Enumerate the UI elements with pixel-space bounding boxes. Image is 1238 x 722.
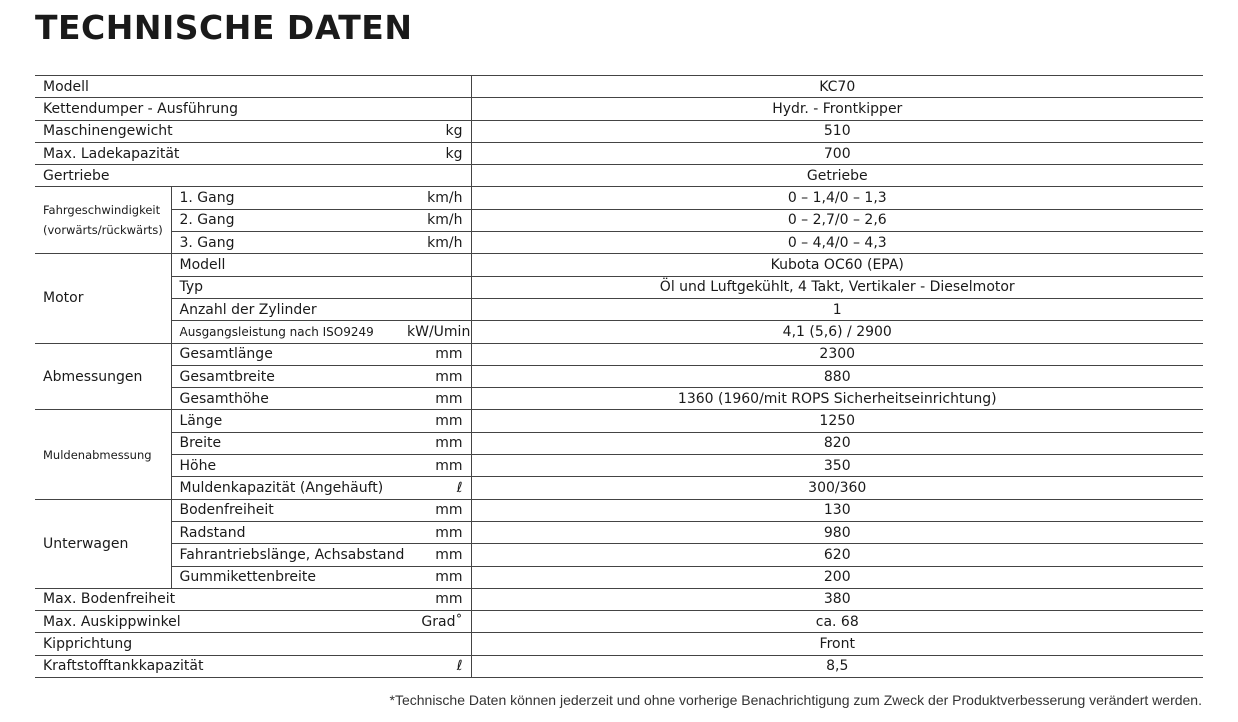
table-row [35, 98, 1203, 120]
row-value: 980 [471, 521, 1203, 543]
row-label: Maschinengewicht [35, 120, 399, 142]
group-label-abmessungen: Abmessungen [35, 343, 171, 410]
table-row [35, 142, 1203, 164]
row-label: Ausgangsleistung nach ISO9249 [171, 321, 399, 343]
row-value: 700 [471, 142, 1203, 164]
row-unit: mm [399, 566, 471, 588]
table-row [35, 365, 1203, 387]
row-value: Kubota OC60 (EPA) [471, 254, 1203, 276]
row-value: 300/360 [471, 477, 1203, 499]
row-label: 1. Gang [171, 187, 399, 209]
row-label: Anzahl der Zylinder [171, 298, 399, 320]
table-row [35, 566, 1203, 588]
row-label: 3. Gang [171, 232, 399, 254]
row-value: 820 [471, 432, 1203, 454]
row-label: Bodenfreiheit [171, 499, 399, 521]
row-unit: mm [399, 365, 471, 387]
row-unit [399, 76, 471, 98]
table-row [35, 120, 1203, 142]
row-label: Gummikettenbreite [171, 566, 399, 588]
row-label: Muldenkapazität (Angehäuft) [171, 477, 399, 499]
row-label: Gesamthöhe [171, 388, 399, 410]
row-label: Höhe [171, 455, 399, 477]
row-value: 620 [471, 544, 1203, 566]
row-unit: ℓ [399, 477, 471, 499]
group-label-unterwagen: Unterwagen [35, 499, 171, 588]
row-value: Front [471, 633, 1203, 655]
table-row [35, 321, 1203, 343]
row-value: 8,5 [471, 655, 1203, 677]
group-label-motor: Motor [35, 254, 171, 343]
footnote: *Technische Daten können jederzeit und ohne vorherige Benachrichtigung zum Zweck der Produktverbesserung verändert werden. [389, 692, 1202, 708]
table-row [35, 76, 1203, 98]
row-value: Getriebe [471, 165, 1203, 187]
row-unit: ℓ [399, 655, 471, 677]
table-row [35, 276, 1203, 298]
row-unit: mm [399, 521, 471, 543]
row-value: 0 – 4,4/0 – 4,3 [471, 232, 1203, 254]
row-value: ca. 68 [471, 611, 1203, 633]
row-unit: mm [399, 432, 471, 454]
row-value: 880 [471, 365, 1203, 387]
row-value: 350 [471, 455, 1203, 477]
group-label-muldenabmessung: Muldenabmessung [35, 410, 171, 499]
row-label: Kipprichtung [35, 633, 399, 655]
table-row [35, 165, 1203, 187]
row-label: Max. Ladekapazität [35, 142, 399, 164]
row-value: Öl und Luftgekühlt, 4 Takt, Vertikaler - Dieselmotor [471, 276, 1203, 298]
row-label: Radstand [171, 521, 399, 543]
table-row [35, 588, 1203, 610]
group-label-fahrgeschwindigkeit: Fahrgeschwindigkeit (vorwärts/rückwärts) [35, 187, 171, 254]
row-label: Kraftstofftankkapazität [35, 655, 399, 677]
row-value: 2300 [471, 343, 1203, 365]
row-value: Hydr. - Frontkipper [471, 98, 1203, 120]
row-unit: mm [399, 544, 471, 566]
table-row [35, 655, 1203, 677]
row-unit: mm [399, 410, 471, 432]
row-value: 0 – 2,7/0 – 2,6 [471, 209, 1203, 231]
table-row [35, 544, 1203, 566]
row-unit: mm [399, 343, 471, 365]
table-row [35, 499, 1203, 521]
spec-table [35, 75, 1203, 678]
row-unit: kg [399, 142, 471, 164]
row-label: Max. Bodenfreiheit [35, 588, 399, 610]
table-row [35, 432, 1203, 454]
row-value: 1360 (1960/mit ROPS Sicherheitseinrichtung) [471, 388, 1203, 410]
row-label: Fahrantriebslänge, Achsabstand [171, 544, 399, 566]
row-value: 4,1 (5,6) / 2900 [471, 321, 1203, 343]
table-row [35, 521, 1203, 543]
row-label: 2. Gang [171, 209, 399, 231]
row-label: Gertriebe [35, 165, 399, 187]
row-unit: mm [399, 388, 471, 410]
row-value: KC70 [471, 76, 1203, 98]
row-unit: mm [399, 499, 471, 521]
table-row [35, 611, 1203, 633]
row-unit [399, 254, 471, 276]
row-unit: kg [399, 120, 471, 142]
row-label: Gesamtlänge [171, 343, 399, 365]
row-value: 510 [471, 120, 1203, 142]
row-value: 1 [471, 298, 1203, 320]
table-row [35, 633, 1203, 655]
row-value: 130 [471, 499, 1203, 521]
table-row [35, 410, 1203, 432]
row-unit [399, 276, 471, 298]
row-label: Modell [35, 76, 399, 98]
row-label: Modell [171, 254, 399, 276]
table-row [35, 298, 1203, 320]
row-label: Breite [171, 432, 399, 454]
table-row [35, 343, 1203, 365]
row-unit [399, 165, 471, 187]
row-label: Max. Auskippwinkel [35, 611, 399, 633]
page-title: TECHNISCHE DATEN [35, 8, 413, 47]
row-unit [399, 98, 471, 120]
row-label: Typ [171, 276, 399, 298]
row-label: Länge [171, 410, 399, 432]
row-unit [399, 298, 471, 320]
row-label: Kettendumper - Ausführung [35, 98, 399, 120]
row-value: 0 – 1,4/0 – 1,3 [471, 187, 1203, 209]
row-unit: km/h [399, 187, 471, 209]
row-unit: Grad˚ [399, 611, 471, 633]
row-value: 380 [471, 588, 1203, 610]
row-unit: km/h [399, 232, 471, 254]
row-value: 1250 [471, 410, 1203, 432]
table-row [35, 232, 1203, 254]
row-value: 200 [471, 566, 1203, 588]
row-unit: mm [399, 588, 471, 610]
row-unit: mm [399, 455, 471, 477]
row-unit [399, 633, 471, 655]
row-unit: km/h [399, 209, 471, 231]
table-row [35, 477, 1203, 499]
row-unit: kW/Umin [399, 321, 471, 343]
table-row [35, 209, 1203, 231]
table-row [35, 187, 1203, 209]
table-row [35, 388, 1203, 410]
row-label: Gesamtbreite [171, 365, 399, 387]
table-row [35, 455, 1203, 477]
table-row [35, 254, 1203, 276]
